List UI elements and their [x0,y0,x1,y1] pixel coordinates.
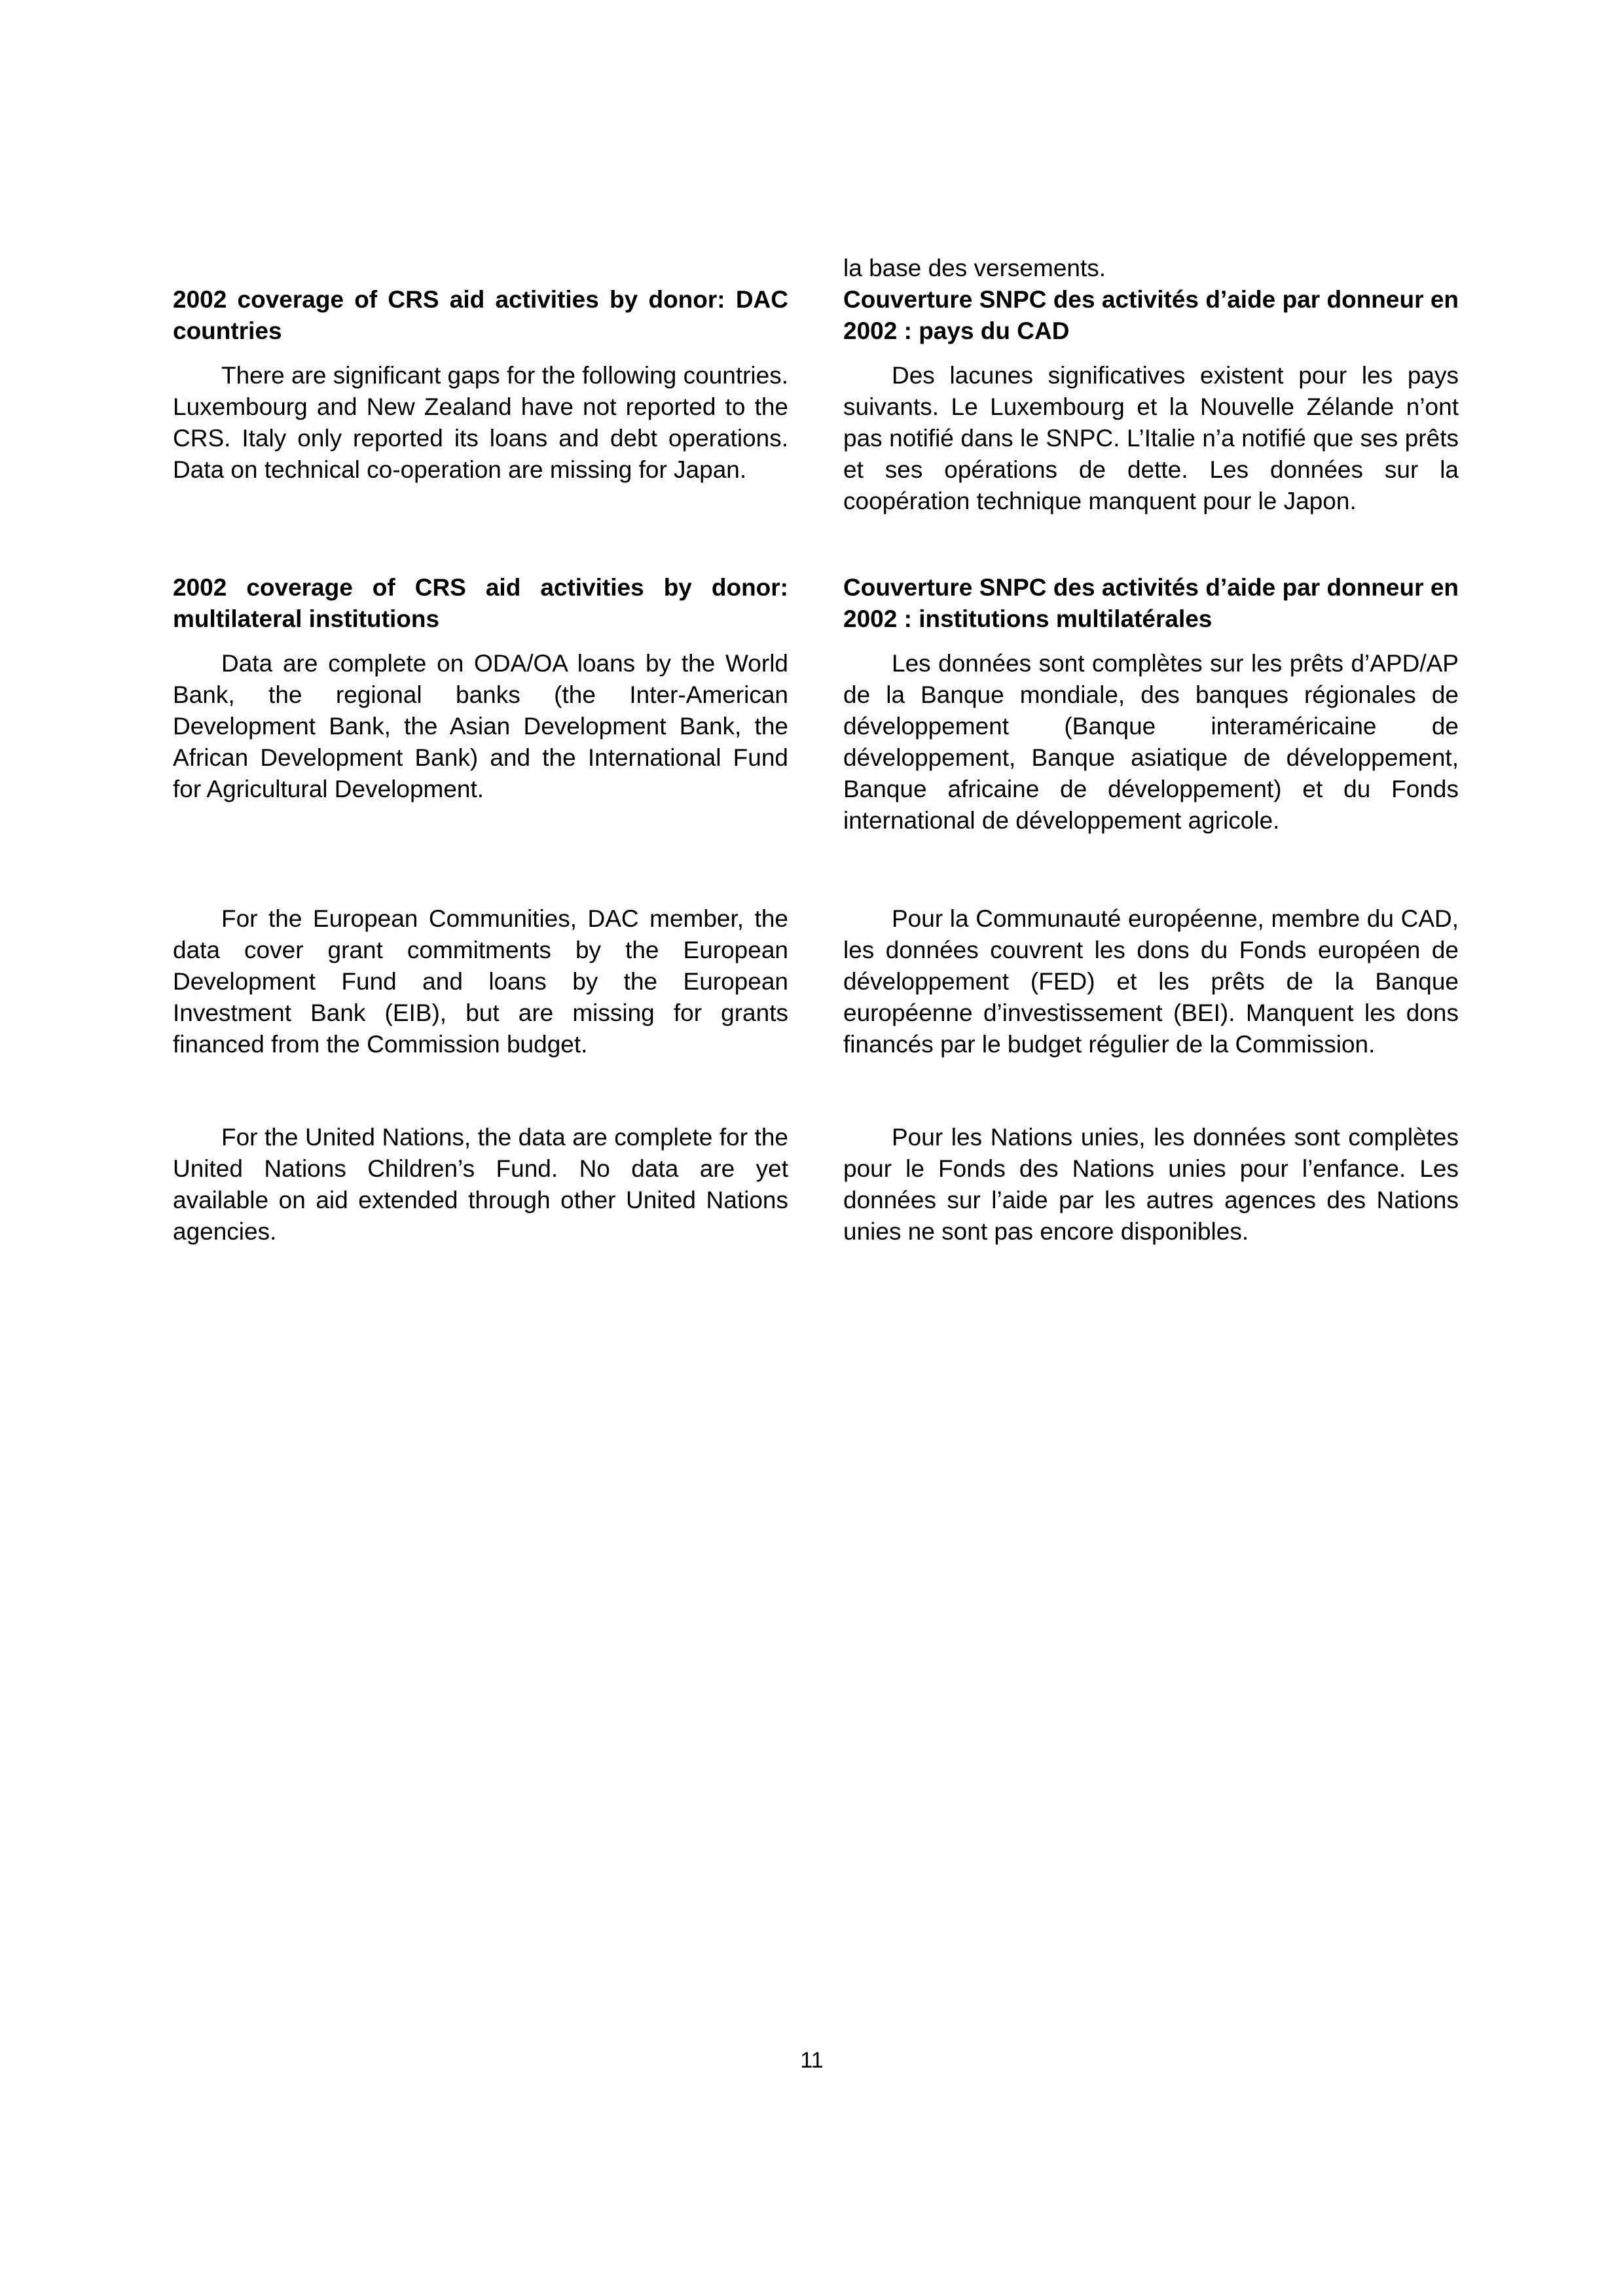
fr-carryover-text: la base des versements. [843,255,1106,281]
en-paragraph-european-communities: For the European Communities, DAC member, the data cover grant commitments by the European Development Fund and loans by the European Investment Bank (EIB), but are missing for grants financed from the Commission budget. [173,905,788,1058]
fr-paragraph-communaute-europeenne: Pour la Communauté européenne, membre du CAD, les données couvrent les dons du Fonds européen de développement (FED) et les prêts de la Banque européenne d’investissement (BEI). Manquent les dons financés par le budget régulier de la Commission. [843,905,1459,1058]
fr-section-nations-unies [843,1122,1459,1247]
fr-heading-institutions-multilaterales: Couverture SNPC des activités d’aide par donneur en 2002 : institutions multilatérales [843,574,1459,632]
en-paragraph-dac-countries: There are significant gaps for the following countries. Luxembourg and New Zealand have not reported to the CRS. Italy only reported its loans and debt operations. Data on technical co-operation are missing for Japan. [173,362,788,483]
fr-heading-pays-du-cad: Couverture SNPC des activités d’aide par donneur en 2002 : pays du CAD [843,286,1459,344]
fr-paragraph-nations-unies: Pour les Nations unies, les données sont complètes pour le Fonds des Nations unies pour l’enfance. Les données sur l’aide par les autres agences des Nations unies ne sont pas encore disponibles. [843,1124,1459,1245]
en-section-united-nations [173,1122,788,1247]
en-section-european-communities [173,903,788,1060]
fr-section-institutions-multilaterales [843,572,1459,836]
en-paragraph-multilateral: Data are complete on ODA/OA loans by the World Bank, the regional banks (the Inter-American Development Bank, the Asian Development Bank, the African Development Bank) and the International Fund for Agricultural Development. [173,650,788,802]
en-section-multilateral [173,572,788,805]
en-section-dac-countries [173,284,788,486]
fr-section-pays-du-cad [843,284,1459,517]
fr-paragraph-pays-du-cad: Des lacunes significatives existent pour les pays suivants. Le Luxembourg et la Nouvelle Zélande n’ont pas notifié dans le SNPC. L’Italie n’a notifié que ses prêts et ses opérations de dette. Les données sur la coopération technique manquent pour le Japon. [843,362,1459,514]
en-heading-dac-countries: 2002 coverage of CRS aid activities by donor: DAC countries [173,286,788,344]
fr-carryover [843,253,1459,284]
fr-section-communaute-europeenne [843,903,1459,1060]
fr-paragraph-institutions-multilaterales: Les données sont complètes sur les prêts d’APD/AP de la Banque mondiale, des banques régionales de développement (Banque interaméricaine de développement, Banque asiatique de développement, Banque africaine de développement) et du Fonds international de développement agricole. [843,650,1459,834]
en-paragraph-united-nations: For the United Nations, the data are complete for the United Nations Children’s Fund. No data are yet available on aid extended through other United Nations agencies. [173,1124,788,1245]
en-heading-multilateral: 2002 coverage of CRS aid activities by donor: multilateral institutions [173,574,788,632]
page-number: 11 [800,2048,824,2073]
